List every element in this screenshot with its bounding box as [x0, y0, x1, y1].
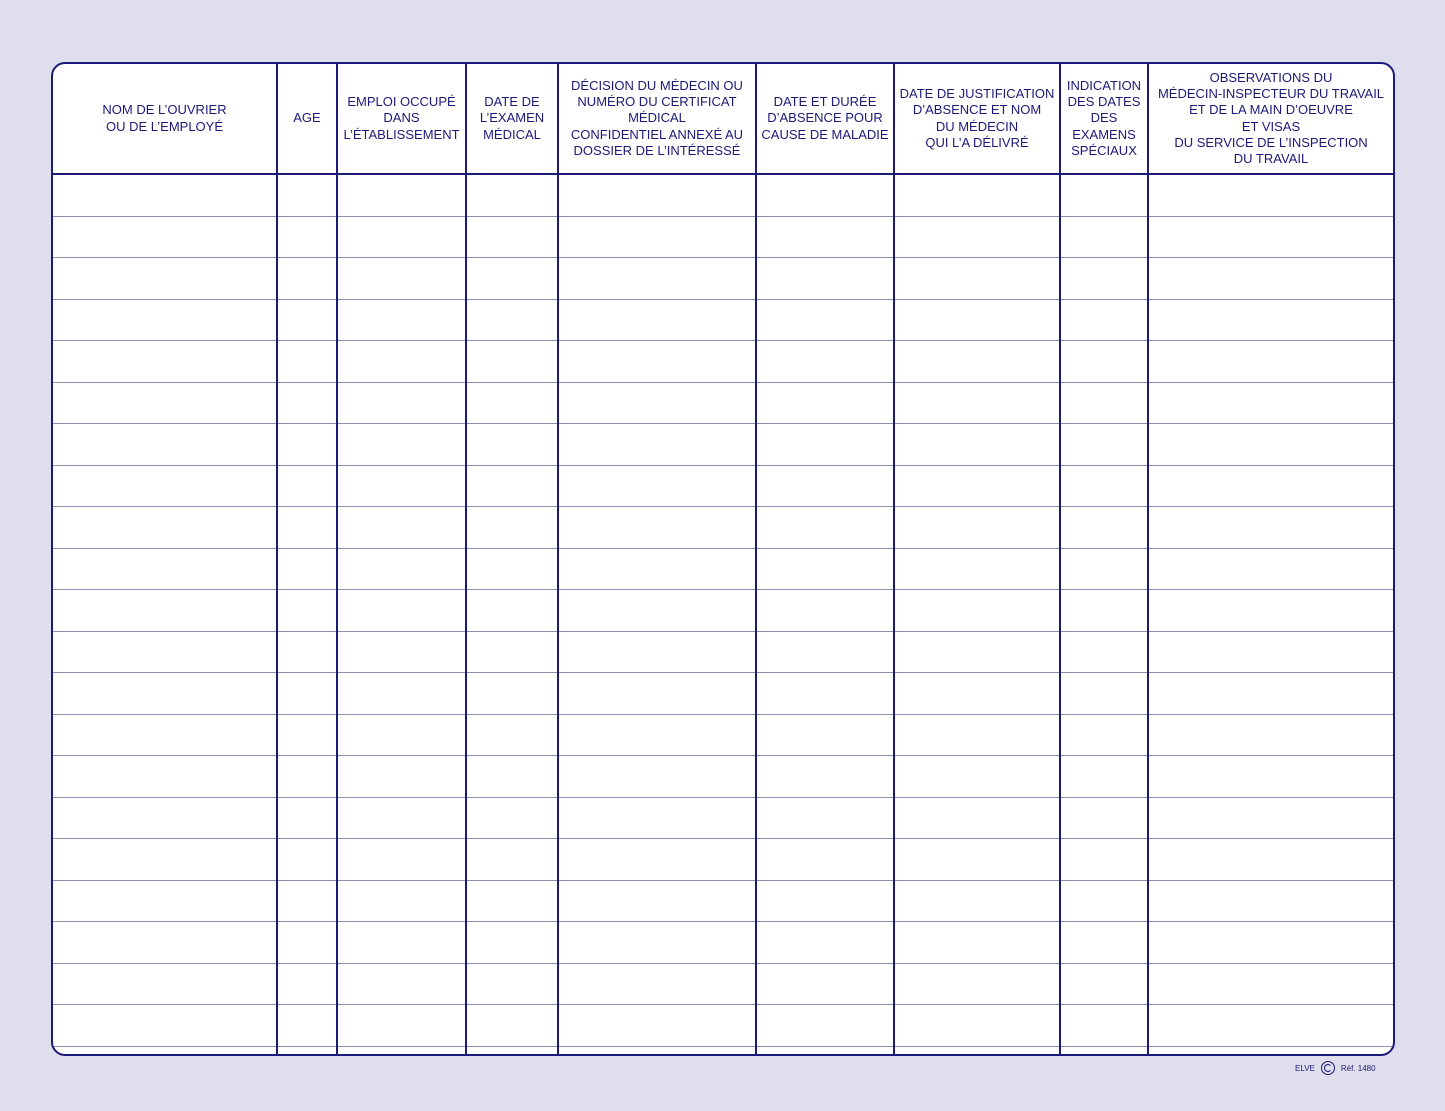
- row-rule: [53, 714, 1393, 715]
- header-emploi: EMPLOI OCCUPÉ DANS L’ÉTABLISSEMENT: [338, 64, 467, 173]
- row-rule: [53, 755, 1393, 756]
- header-row: [53, 64, 1393, 175]
- header-absence: DATE ET DURÉE D’ABSENCE POUR CAUSE DE MALADIE: [757, 64, 895, 173]
- row-rule: [53, 921, 1393, 922]
- header-age: AGE: [278, 64, 338, 173]
- header-indication: INDICATION DES DATES DES EXAMENS SPÉCIAUX: [1061, 64, 1149, 173]
- register-form: [51, 62, 1395, 1056]
- row-rule: [53, 672, 1393, 673]
- form-body: [53, 175, 1393, 1054]
- row-rule: [53, 382, 1393, 383]
- reference-label: Réf. 1480: [1340, 1063, 1376, 1073]
- row-rule: [53, 1046, 1393, 1047]
- row-rule: [53, 963, 1393, 964]
- column-divider: [336, 175, 338, 1054]
- row-rule: [53, 589, 1393, 590]
- row-rule: [53, 797, 1393, 798]
- column-divider: [755, 175, 757, 1054]
- column-divider: [893, 175, 895, 1054]
- column-divider: [1147, 175, 1149, 1054]
- copyright-c-icon: [1321, 1061, 1335, 1075]
- row-rule: [53, 1004, 1393, 1005]
- header-decision: DÉCISION DU MÉDECIN OU NUMÉRO DU CERTIFICAT MÉDICAL CONFIDENTIEL ANNEXÉ AU DOSSIER DE L’INTÉRESSÉ: [559, 64, 757, 173]
- row-rule: [53, 465, 1393, 466]
- row-rule: [53, 838, 1393, 839]
- row-rule: [53, 299, 1393, 300]
- row-rule: [53, 257, 1393, 258]
- footer-reference: [1295, 1059, 1376, 1077]
- row-rule: [53, 548, 1393, 549]
- header-date-examen: DATE DE L’EXAMEN MÉDICAL: [467, 64, 559, 173]
- header-nom: NOM DE L’OUVRIER OU DE L’EMPLOYÉ: [53, 64, 278, 173]
- column-divider: [276, 175, 278, 1054]
- brand-label: ELVE: [1295, 1063, 1315, 1073]
- header-observations: OBSERVATIONS DU MÉDECIN-INSPECTEUR DU TRAVAIL ET DE LA MAIN D’OEUVRE ET VISAS DU SERVICE DE L’INSPECTION DU TRAVAIL: [1157, 69, 1385, 167]
- row-rule: [53, 880, 1393, 881]
- row-rule: [53, 340, 1393, 341]
- column-divider: [1059, 175, 1061, 1054]
- column-divider: [465, 175, 467, 1054]
- column-divider: [557, 175, 559, 1054]
- row-rule: [53, 631, 1393, 632]
- row-rule: [53, 423, 1393, 424]
- header-justification: DATE DE JUSTIFICATION D’ABSENCE ET NOM DU MÉDECIN QUI L’A DÉLIVRÉ: [895, 64, 1061, 173]
- row-rule: [53, 216, 1393, 217]
- row-rule: [53, 506, 1393, 507]
